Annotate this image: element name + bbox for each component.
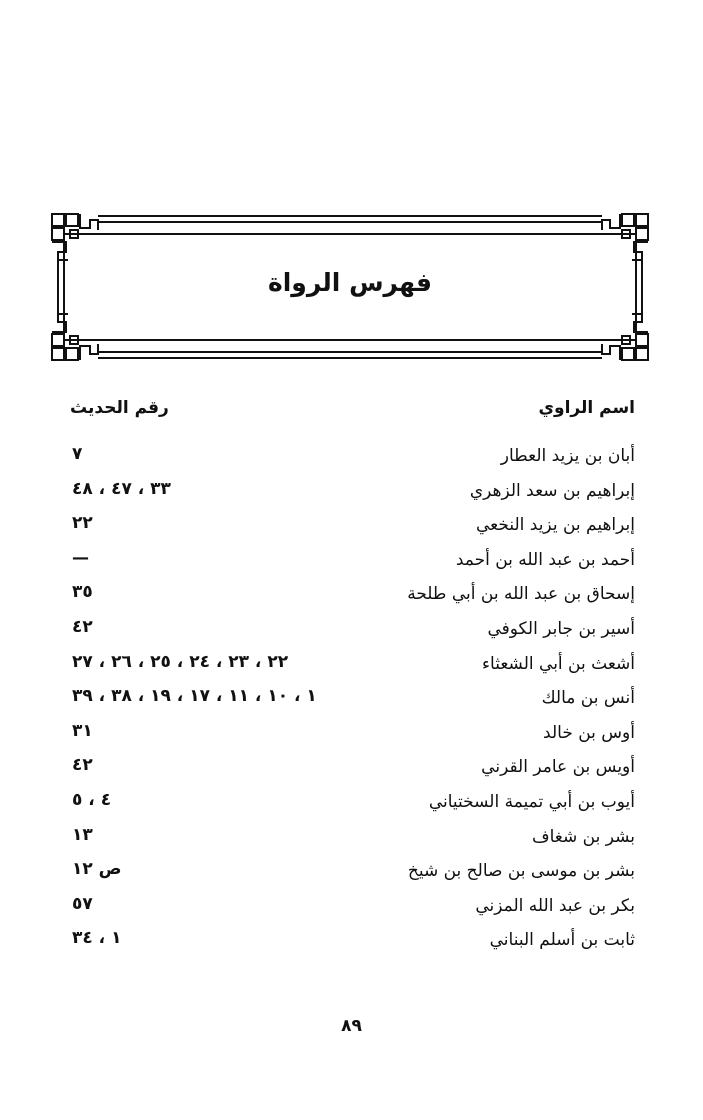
index-row <box>0 440 703 475</box>
hadith-numbers: ١ ، ١٠ ، ١١ ، ١٧ ، ١٩ ، ٣٨ ، ٣٩ <box>72 686 317 707</box>
page-title: فهرس الرواة <box>267 268 432 297</box>
index-row <box>0 578 703 613</box>
narrator-name: أشعث بن أبي الشعثاء <box>482 653 635 674</box>
narrator-index-list <box>0 440 703 959</box>
narrator-name: أسير بن جابر الكوفي <box>487 618 635 639</box>
narrator-name: أحمد بن عبد الله بن أحمد <box>455 549 635 570</box>
hadith-numbers: ١٣ <box>72 824 93 845</box>
index-row <box>0 475 703 510</box>
narrator-name: أيوب بن أبي تميمة السختياني <box>428 791 635 812</box>
index-row <box>0 682 703 717</box>
index-row <box>0 890 703 925</box>
page-number: ٨٩ <box>341 1016 362 1036</box>
hadith-numbers: ٣١ <box>72 720 93 741</box>
narrator-name: ثابت بن أسلم البناني <box>489 930 635 951</box>
narrator-column-header: اسم الراوي <box>538 398 635 418</box>
narrator-name: بشر بن شغاف <box>531 826 635 847</box>
hadith-numbers: ١ ، ٣٤ <box>72 928 122 949</box>
narrator-name: بكر بن عبد الله المزني <box>475 895 635 916</box>
narrator-name: أبان بن يزيد العطار <box>500 446 635 466</box>
index-row <box>0 855 703 890</box>
narrator-name: بشر بن موسى بن صالح بن شيخ <box>407 861 635 882</box>
index-row <box>0 613 703 648</box>
hadith-numbers: ٢٢ <box>72 513 93 534</box>
hadith-numbers: — <box>72 547 89 568</box>
hadith-numbers: ٤٢ <box>72 755 93 776</box>
hadith-numbers: ٣٥ <box>72 582 93 603</box>
hadith-number-column-header: رقم الحديث <box>70 398 169 418</box>
hadith-numbers: ٤٢ <box>72 616 93 637</box>
hadith-numbers: ٧ <box>72 444 83 464</box>
index-row <box>0 751 703 786</box>
index-row <box>0 821 703 856</box>
hadith-numbers: ٤ ، ٥ <box>72 789 112 810</box>
index-row <box>0 648 703 683</box>
index-row <box>0 786 703 821</box>
narrator-name: أنس بن مالك <box>541 688 635 709</box>
narrator-name: أوس بن خالد <box>543 722 635 743</box>
narrator-name: إسحاق بن عبد الله بن أبي طلحة <box>407 584 635 605</box>
narrator-name: أويس بن عامر القرني <box>481 757 635 778</box>
index-row <box>0 509 703 544</box>
hadith-numbers: ٥٧ <box>72 893 93 914</box>
hadith-numbers: ٢٢ ، ٢٣ ، ٢٤ ، ٢٥ ، ٢٦ ، ٢٧ <box>72 651 289 672</box>
hadith-numbers: ص ١٢ <box>72 859 122 880</box>
narrator-name: إبراهيم بن سعد الزهري <box>469 480 635 501</box>
index-row <box>0 924 703 959</box>
index-row <box>0 717 703 752</box>
hadith-numbers: ٣٣ ، ٤٧ ، ٤٨ <box>72 478 171 499</box>
index-row <box>0 544 703 579</box>
narrator-name: إبراهيم بن يزيد النخعي <box>476 515 635 536</box>
